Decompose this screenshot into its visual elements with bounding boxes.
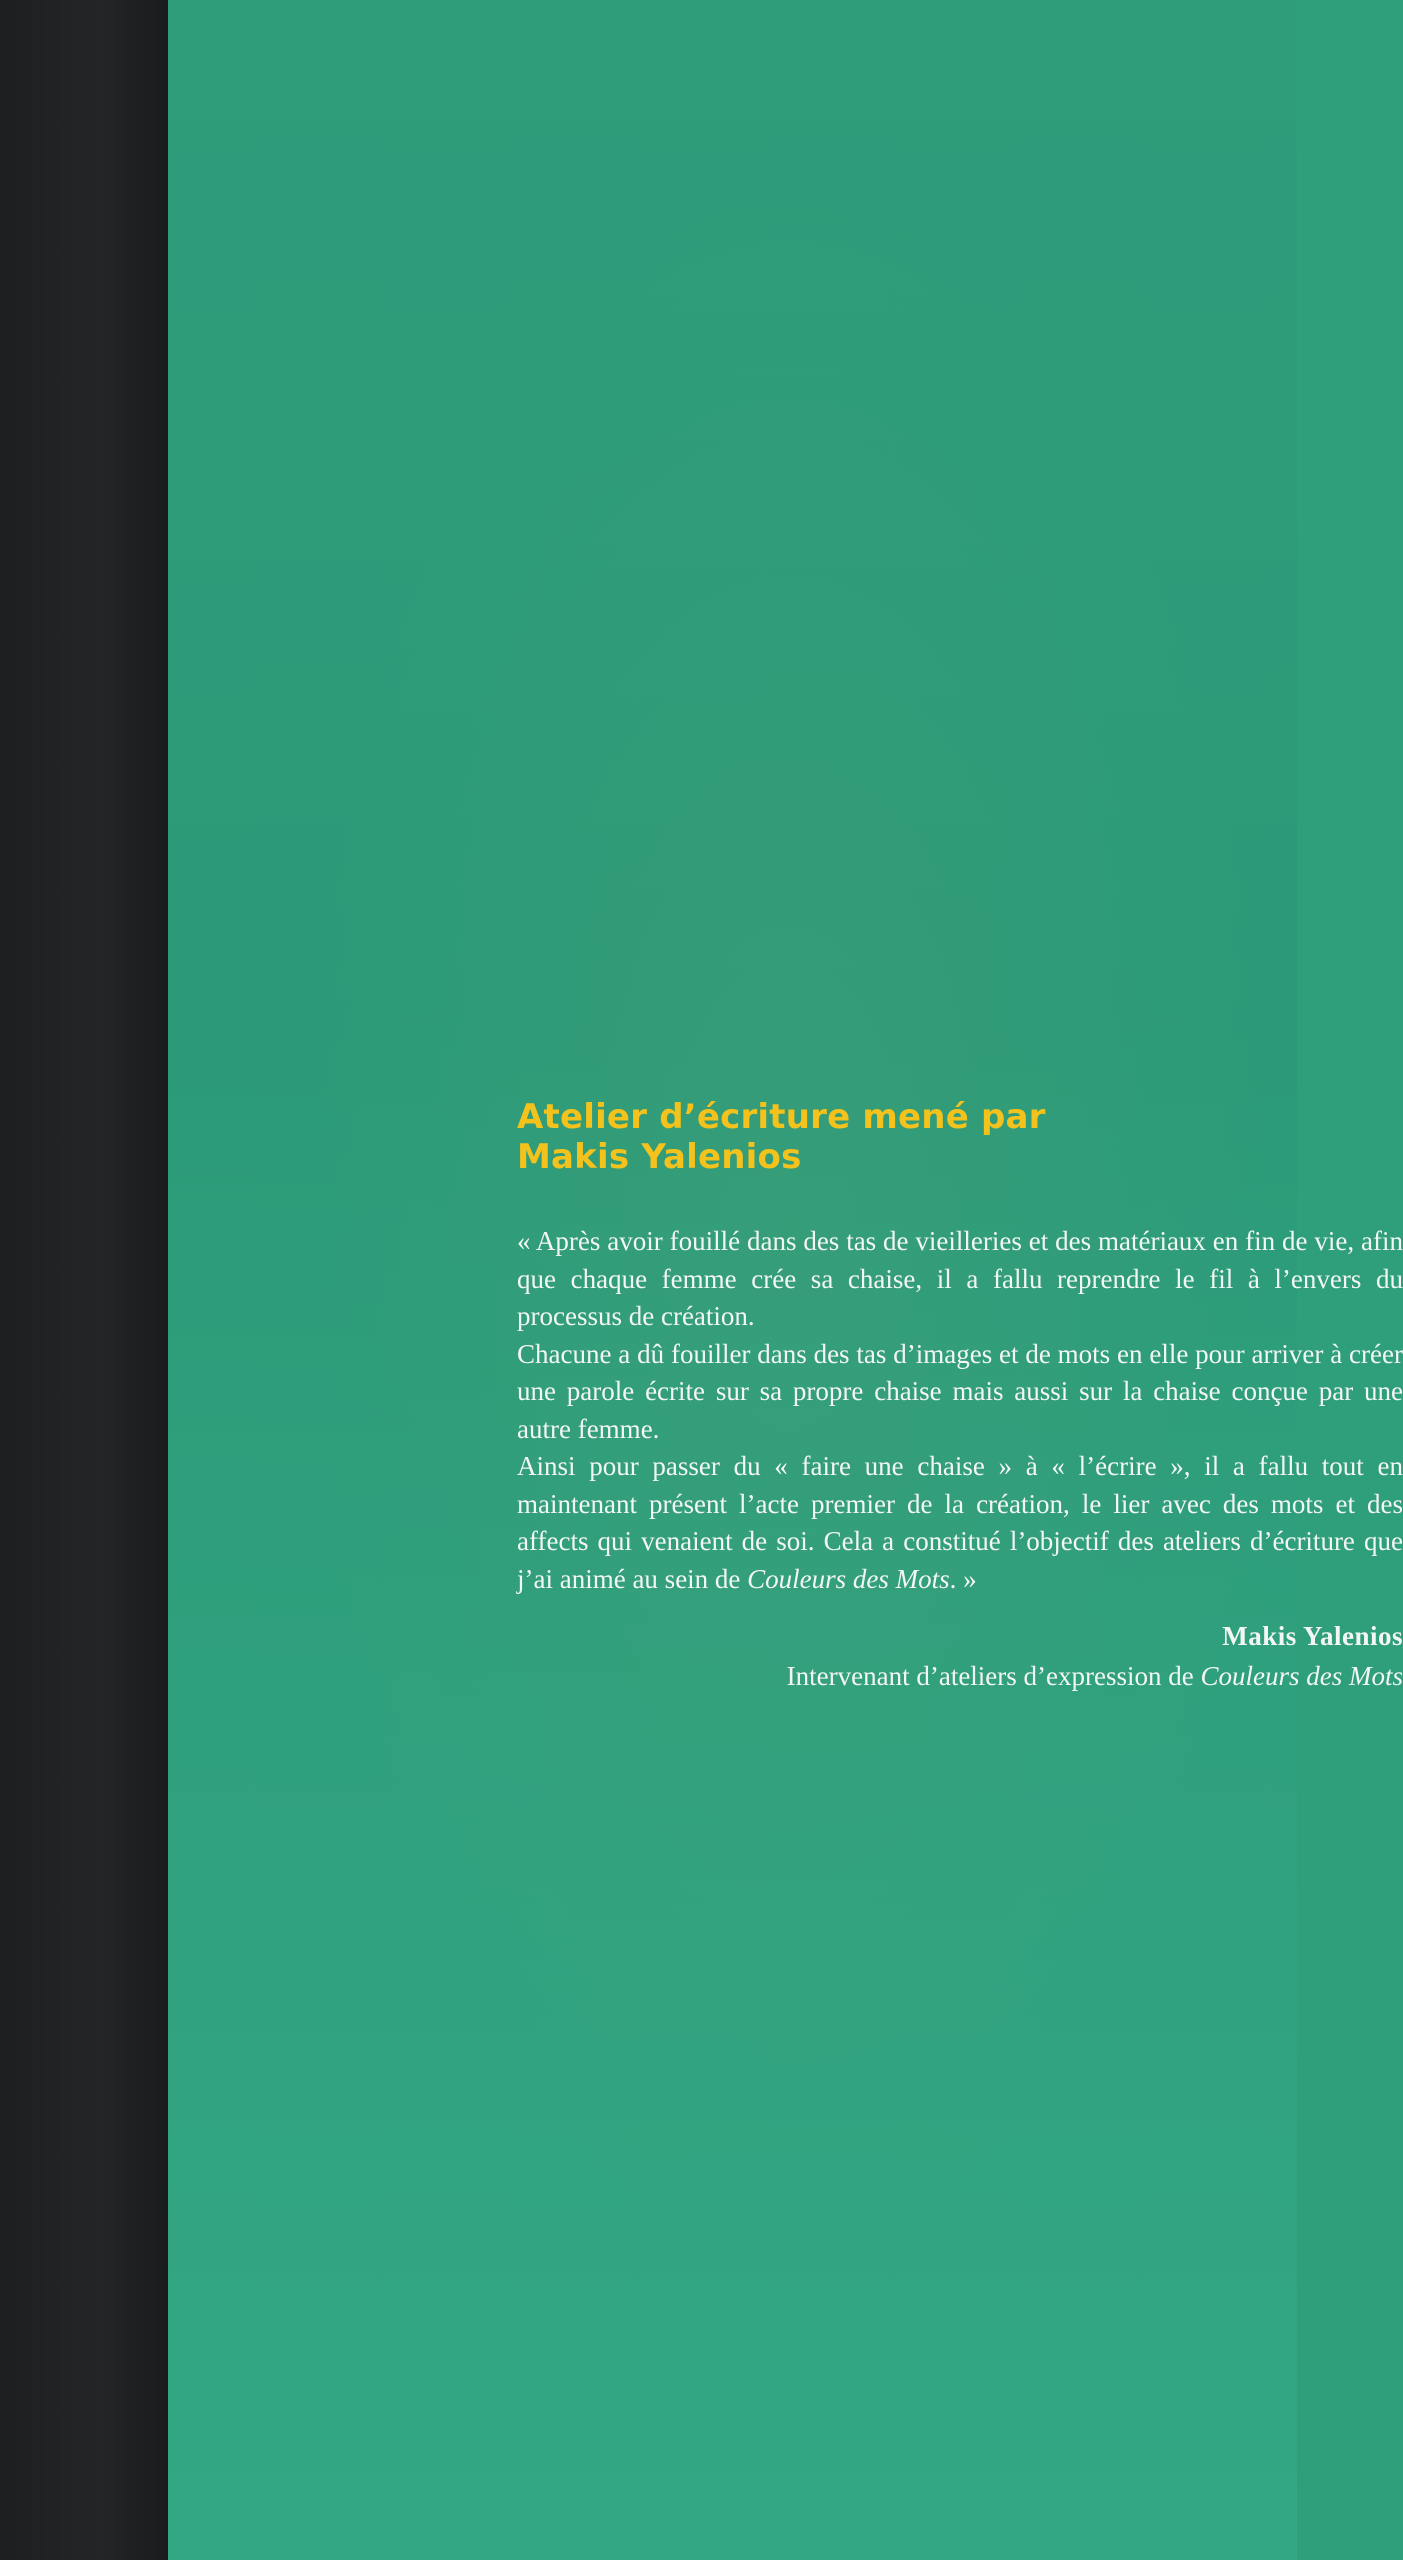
text-block	[517, 1097, 1403, 1696]
paragraph-3-text: Ainsi pour passer du « faire une chaise » à « l’écrire », il a fallu tout en maintenant présent l’acte premier de la création, le lier avec des mots et des affects qui venaient de soi. Cela a constitué l’objectif des ateliers d’écriture que j’ai animé au sein de	[517, 1451, 1403, 1594]
paragraph-3	[517, 1448, 1403, 1598]
quote-body	[517, 1223, 1403, 1598]
paragraph-3-italic: Couleurs des Mots	[747, 1563, 950, 1594]
heading-line-1: Atelier d’écriture mené par	[517, 1097, 1046, 1137]
signature	[517, 1616, 1403, 1696]
paragraph-3-end: . »	[949, 1563, 977, 1594]
signature-role-text: Intervenant d’ateliers d’expression de	[786, 1661, 1194, 1691]
signature-role	[517, 1656, 1403, 1696]
paragraph-1: « Après avoir fouillé dans des tas de vieilleries et des matériaux en fin de vie, afin que chaque femme crée sa chaise, il a fallu reprendre le fil à l’envers du processus de création.	[517, 1226, 1403, 1331]
paragraph-2: Chacune a dû fouiller dans des tas d’images et de mots en elle pour arriver à créer une parole écrite sur sa propre chaise mais aussi sur la chaise conçue par une autre femme.	[517, 1338, 1403, 1444]
signature-name: Makis Yalenios	[1222, 1621, 1403, 1651]
heading-line-2: Makis Yalenios	[517, 1137, 802, 1177]
heading	[517, 1097, 1403, 1177]
signature-role-italic: Couleurs des Mots	[1200, 1661, 1403, 1691]
book-spine	[0, 0, 168, 2560]
page	[168, 0, 1403, 2560]
